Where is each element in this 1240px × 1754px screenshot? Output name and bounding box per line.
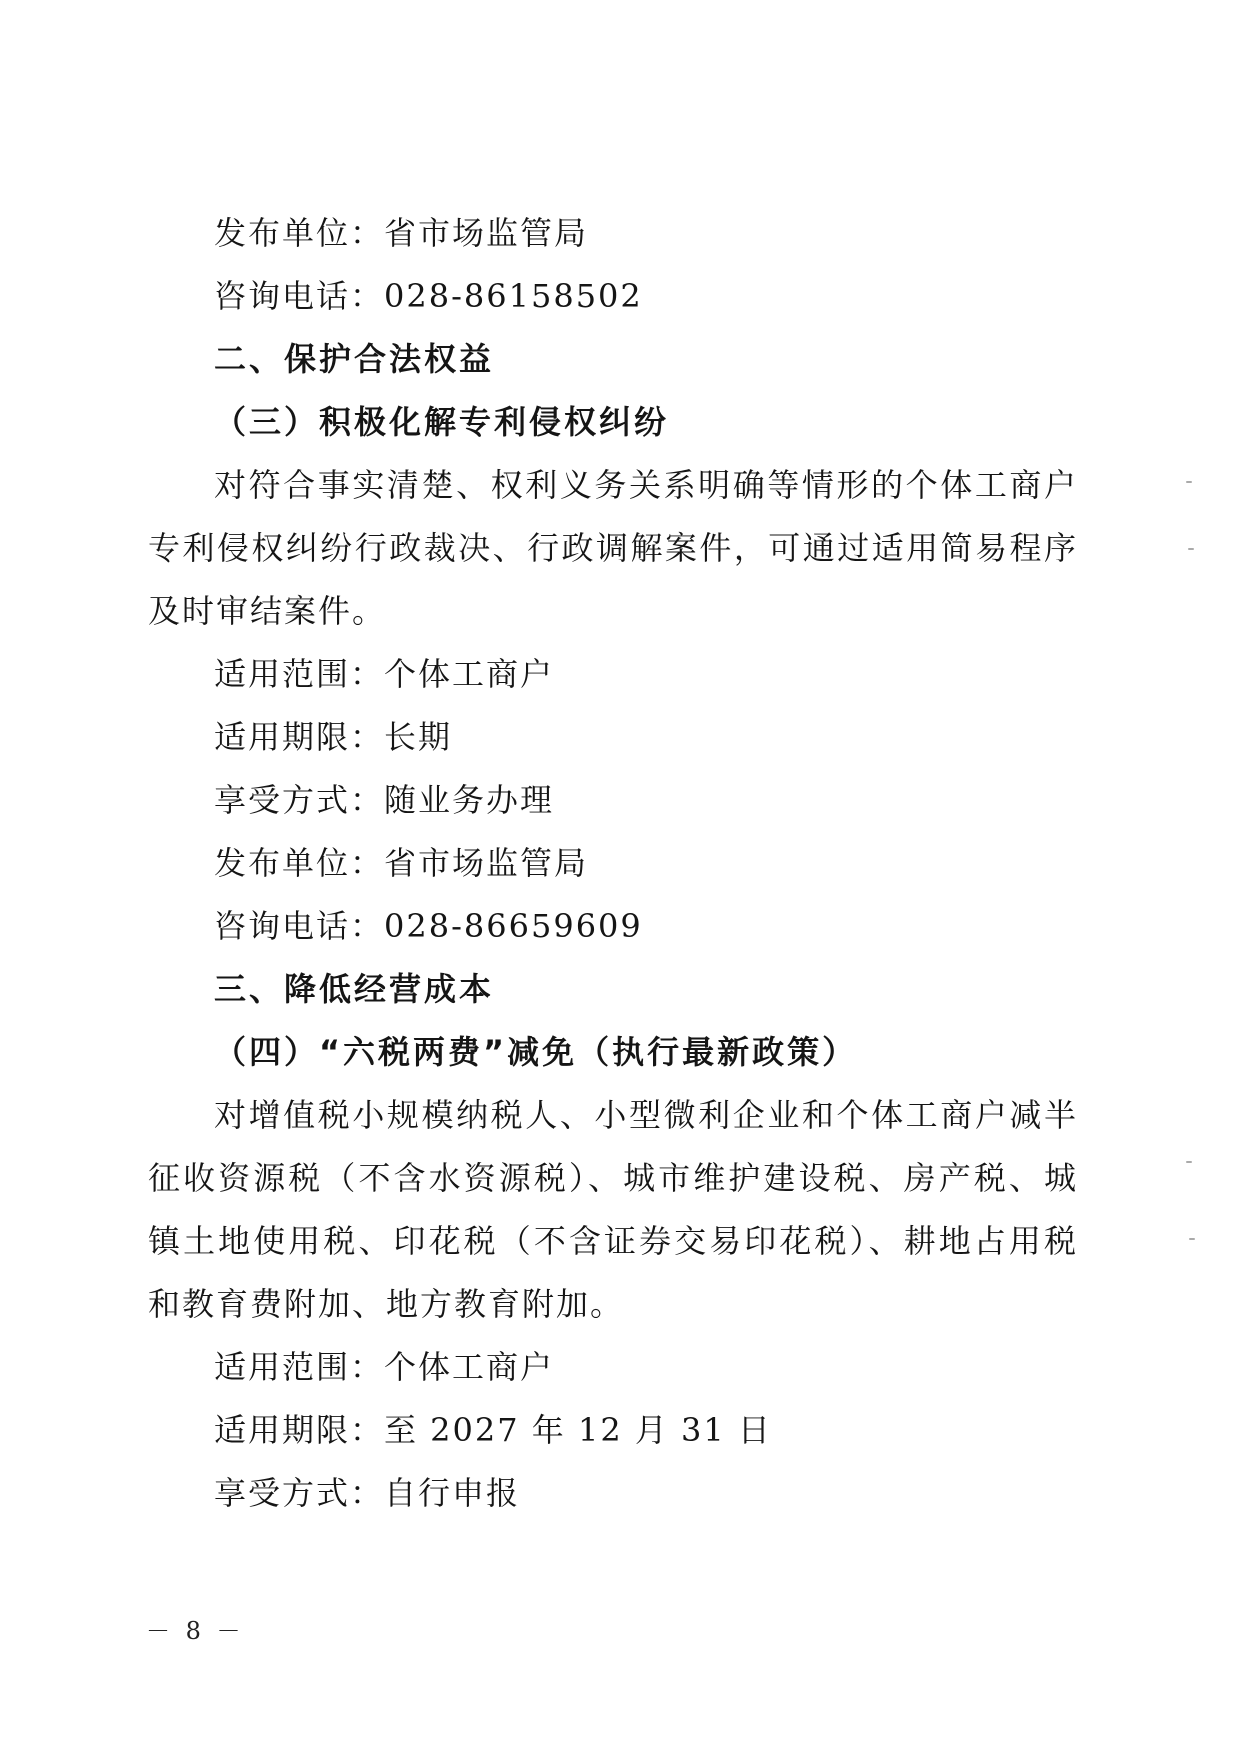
consultation-phone-1: 咨询电话：028-86158502	[214, 277, 643, 315]
subsection-heading-4: （四）“六税两费”减免（执行最新政策）	[214, 1033, 858, 1071]
page-number: － 8 －	[146, 1617, 245, 1645]
document-body	[148, 202, 1078, 1525]
patent-dispute-paragraph: 对符合事实清楚、权利义务关系明确等情形的个体工商户专利侵权纠纷行政裁决、行政调解案件，可通过适用简易程序及时审结案件。	[148, 466, 1078, 630]
scope-2: 适用范围：个体工商户	[214, 1348, 555, 1386]
tax-relief-paragraph: 对增值税小规模纳税人、小型微利企业和个体工商户减半征收资源税（不含水资源税）、城市维护建设税、房产税、城镇土地使用税、印花税（不含证券交易印花税）、耕地占用税和教育费附加、地方教育附加。	[148, 1096, 1078, 1323]
validity-period-2: 适用期限：至 2027 年 12 月 31 日	[214, 1411, 772, 1449]
section-heading-2: 二、保护合法权益	[214, 340, 495, 378]
scan-mark	[1189, 1238, 1195, 1240]
subsection-heading-3: （三）积极化解专利侵权纠纷	[214, 403, 670, 441]
scan-mark	[1186, 1161, 1192, 1163]
section-heading-3: 三、降低经营成本	[214, 970, 495, 1008]
enjoyment-method-1: 享受方式：随业务办理	[214, 781, 555, 819]
scope-1: 适用范围：个体工商户	[214, 655, 555, 693]
scan-mark	[1186, 481, 1192, 483]
publishing-unit-2: 发布单位：省市场监管局	[214, 844, 589, 882]
consultation-phone-2: 咨询电话：028-86659609	[214, 907, 643, 945]
publishing-unit-1: 发布单位：省市场监管局	[214, 214, 589, 252]
scan-mark	[1188, 548, 1194, 550]
validity-period-1: 适用期限：长期	[214, 718, 453, 756]
enjoyment-method-2: 享受方式：自行申报	[214, 1474, 521, 1512]
